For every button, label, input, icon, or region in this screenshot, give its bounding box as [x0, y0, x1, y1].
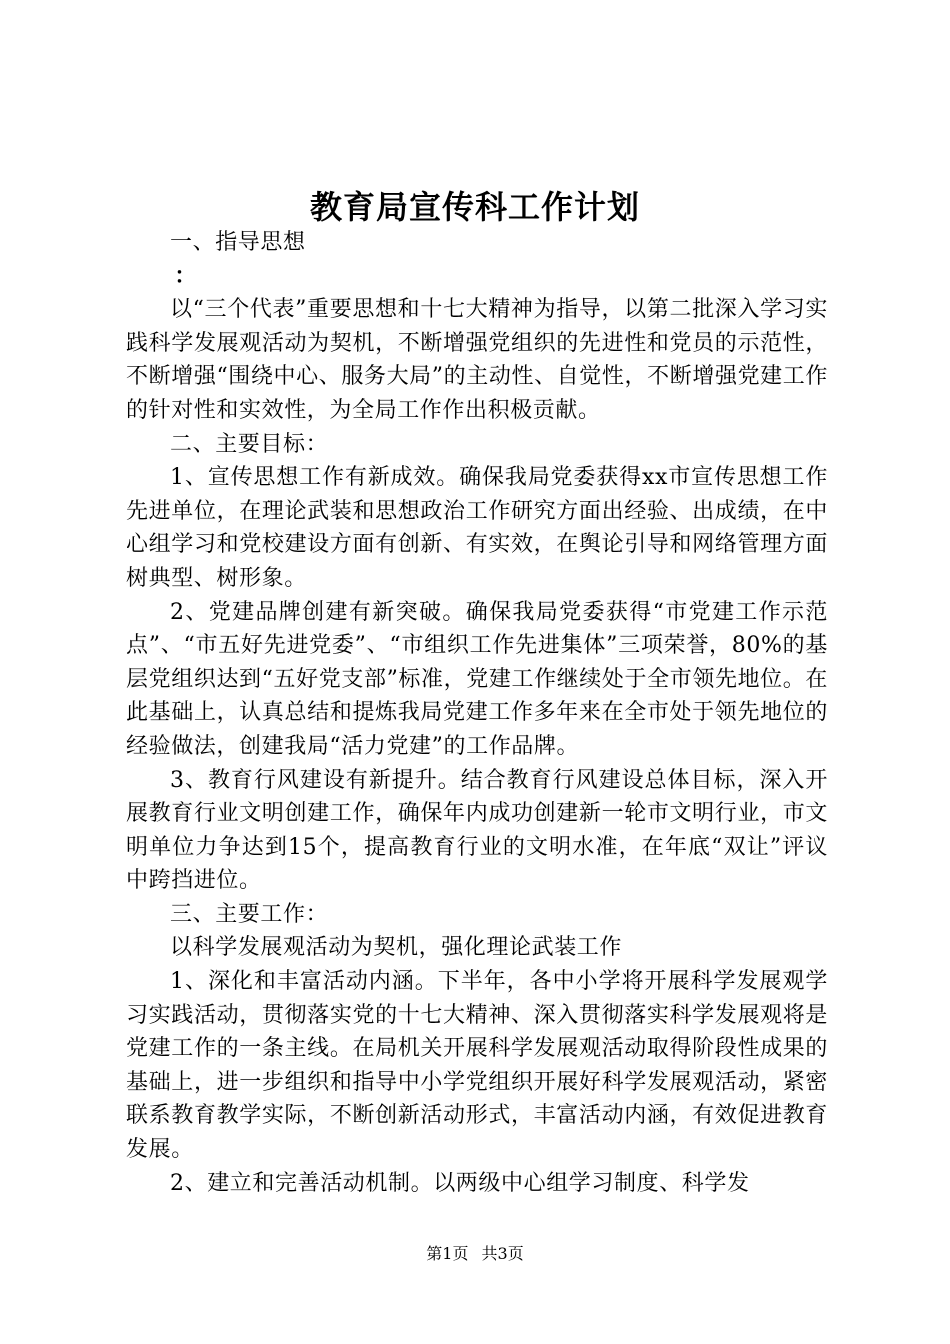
- paragraph-goal-2: 2、党建品牌创建有新突破。确保我局党委获得“市党建工作示范点”、“市五好先进党委”、“市组织工作先进集体”三项荣誉，80%的基层党组织达到“五好党支部”标准，党建工作继续处于全市领先地位。在此基础上，认真总结和提炼我局党建工作多年来在全市处于领先地位的经验做法，创建我局“活力党建”的工作品牌。: [126, 599, 828, 759]
- section-heading-guiding-ideology: 一、指导思想: [170, 230, 306, 255]
- paragraph-work-1: 1、深化和丰富活动内涵。下半年，各中小学将开展科学发展观学习实践活动，贯彻落实党的十七大精神、深入贯彻落实科学发展观将是党建工作的一条主线。在局机关开展科学发展观活动取得阶段性成果的基础上，进一步组织和指导中小学党组织开展好科学发展观活动，紧密联系教育教学实际，不断创新活动形式，丰富活动内涵，有效促进教育发展。: [126, 969, 828, 1163]
- colon-line: ：: [174, 262, 197, 289]
- page-total: 共3页: [481, 1244, 524, 1263]
- page-number: 第1页: [426, 1244, 469, 1263]
- section-heading-main-work: 三、主要工作：: [170, 901, 329, 927]
- subheading-theory-work: 以科学发展观活动为契机，强化理论武装工作: [170, 935, 623, 961]
- paragraph-goal-3: 3、教育行风建设有新提升。结合教育行风建设总体目标，深入开展教育行业文明创建工作，确保年内成功创建新一轮市文明行业，市文明单位力争达到15个，提高教育行业的文明水准，在年底“双让”评议中跨挡进位。: [126, 767, 828, 894]
- paragraph-work-2: 2、建立和完善活动机制。以两级中心组学习制度、科学发: [170, 1170, 750, 1196]
- section-heading-main-goals: 二、主要目标：: [170, 431, 329, 457]
- document-title: 教育局宣传科工作计划: [309, 188, 640, 226]
- page-footer: [0, 1243, 950, 1265]
- paragraph-guiding-ideology: 以“三个代表”重要思想和十七大精神为指导，以第二批深入学习实践科学发展观活动为契机，不断增强党组织的先进性和党员的示范性，不断增强“围绕中心、服务大局”的主动性、自觉性，不断增强党建工作的针对性和实效性，为全局工作作出积极贡献。: [126, 297, 828, 423]
- paragraph-goal-1: 1、宣传思想工作有新成效。确保我局党委获得xx市宣传思想工作先进单位，在理论武装和思想政治工作研究方面出经验、出成绩，在中心组学习和党校建设方面有创新、有实效，在舆论引导和网络管理方面树典型、树形象。: [126, 465, 828, 591]
- document-body: [126, 226, 828, 1200]
